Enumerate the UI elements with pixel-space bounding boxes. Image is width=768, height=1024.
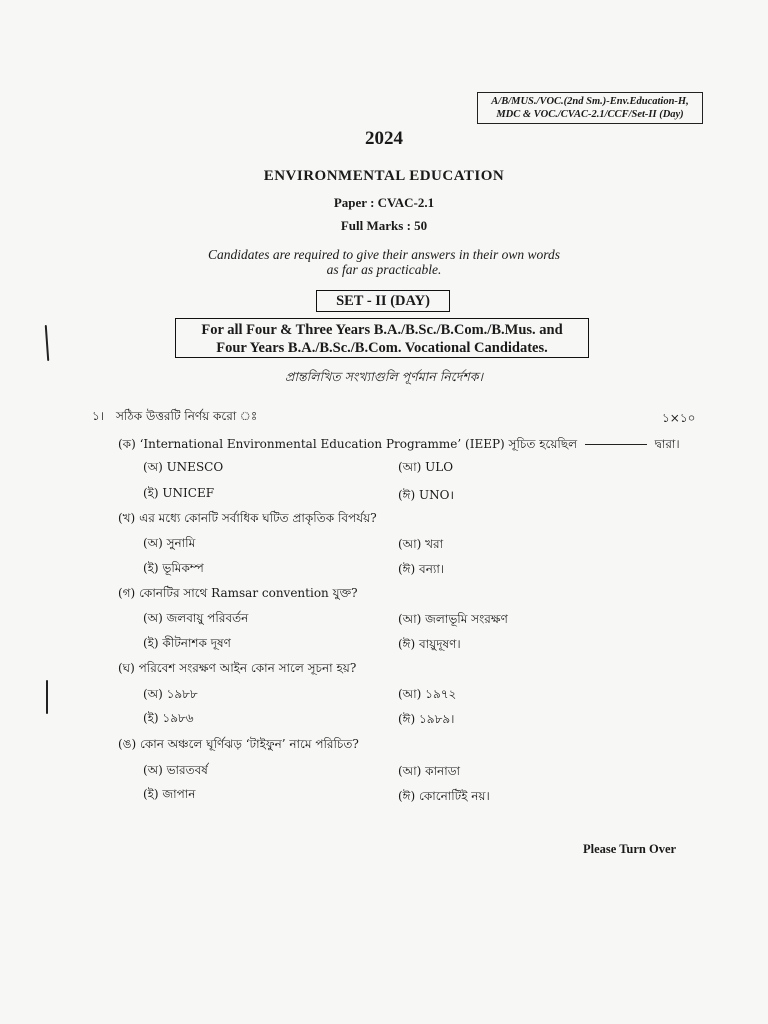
sub-question-text: কোন অঞ্চলে ঘূর্ণিঝড় ‘টাইফুন’ নামে পরিচিত? — [140, 737, 359, 751]
option-a: (অ) জলবায়ু পরিবর্তন — [143, 611, 249, 625]
option-ii: (ঈ) বন্যা। — [398, 562, 445, 576]
answer-blank — [585, 444, 647, 445]
candidates-line1: For all Four & Three Years B.A./B.Sc./B.Com./B.Mus. and — [201, 322, 563, 338]
option-i: (ই) ভূমিকম্প — [143, 561, 204, 575]
sub-question-kha — [118, 510, 377, 530]
sub-question-ga — [118, 585, 358, 605]
option-a: (অ) ১৯৮৮ — [143, 687, 198, 701]
sub-question-text: ‘International Environmental Education Programme’ (IEEP) সূচিত হয়েছিল — [139, 437, 578, 451]
option-a: (অ) ভারতবর্ষ — [143, 763, 208, 777]
margin-note: প্রান্তলিখিত সংখ্যাগুলি পূর্ণমান নির্দেশক। — [285, 369, 483, 384]
question-number: ১। — [92, 409, 105, 423]
please-turn-over: Please Turn Over — [583, 842, 677, 856]
sub-question-gha — [118, 660, 356, 680]
exam-year: 2024 — [365, 128, 403, 149]
option-i: (ই) ১৯৮৬ — [143, 711, 194, 725]
instructions — [170, 247, 598, 277]
sub-question-label: (ঘ) — [118, 661, 135, 675]
option-i: (ই) জাপান — [143, 787, 196, 801]
question-marks: ১×১০ — [662, 411, 696, 425]
option-a: (অ) UNESCO — [143, 460, 224, 474]
option-i: (ই) কীটনাশক দূষণ — [143, 636, 231, 650]
paper-code-box — [477, 92, 703, 124]
candidates-line2: Four Years B.A./B.Sc./B.Com. Vocational Candidates. — [216, 340, 548, 356]
option-aa: (আ) ULO — [398, 460, 454, 474]
sub-question-label: (ঙ) — [118, 737, 137, 751]
scan-margin-mark-bottom — [46, 680, 48, 714]
option-aa: (আ) খরা — [398, 537, 444, 551]
candidates-box — [175, 318, 589, 358]
instruction-line2: as far as practicable. — [326, 262, 442, 277]
set-label: SET - II (DAY) — [316, 290, 450, 312]
question-heading: সঠিক উত্তরটি নির্ণয় করো ঃ — [116, 409, 258, 423]
sub-question-text: এর মধ্যে কোনটি সর্বাধিক ঘটিত প্রাকৃতিক বিপর্যয়? — [139, 511, 377, 525]
subject-title: ENVIRONMENTAL EDUCATION — [263, 168, 505, 184]
option-i: (ই) UNICEF — [143, 486, 215, 500]
option-aa: (আ) কানাডা — [398, 764, 461, 778]
option-aa: (আ) ১৯৭২ — [398, 687, 457, 701]
option-ii: (ঈ) UNO। — [398, 488, 455, 502]
sub-question-label: (খ) — [118, 511, 136, 525]
paper-code: Paper : CVAC-2.1 — [333, 195, 435, 210]
option-aa: (আ) জলাভূমি সংরক্ষণ — [398, 612, 508, 626]
option-ii: (ঈ) বায়ুদূষণ। — [398, 637, 461, 651]
instruction-line1: Candidates are required to give their answers in their own words — [208, 247, 560, 262]
sub-question-text: কোনটির সাথে Ramsar convention যুক্ত? — [139, 586, 358, 600]
paper-code-line2: MDC & VOC./CVAC-2.1/CCF/Set-II (Day) — [496, 109, 684, 120]
sub-question-text-end: দ্বারা। — [654, 437, 680, 451]
sub-question-text: পরিবেশ সংরক্ষণ আইন কোন সালে সূচনা হয়? — [138, 661, 357, 675]
scan-margin-mark-top — [45, 325, 50, 361]
sub-question-label: (ক) — [118, 437, 136, 451]
full-marks: Full Marks : 50 — [340, 218, 428, 233]
option-ii: (ঈ) ১৯৮৯। — [398, 712, 455, 726]
paper-code-line1: A/B/MUS./VOC.(2nd Sm.)-Env.Education-H, — [491, 96, 689, 107]
option-a: (অ) সুনামি — [143, 536, 196, 550]
sub-question-ka — [118, 436, 680, 456]
option-ii: (ঈ) কোনোটিই নয়। — [398, 789, 490, 803]
sub-question-label: (গ) — [118, 586, 136, 600]
sub-question-uma — [118, 736, 359, 756]
